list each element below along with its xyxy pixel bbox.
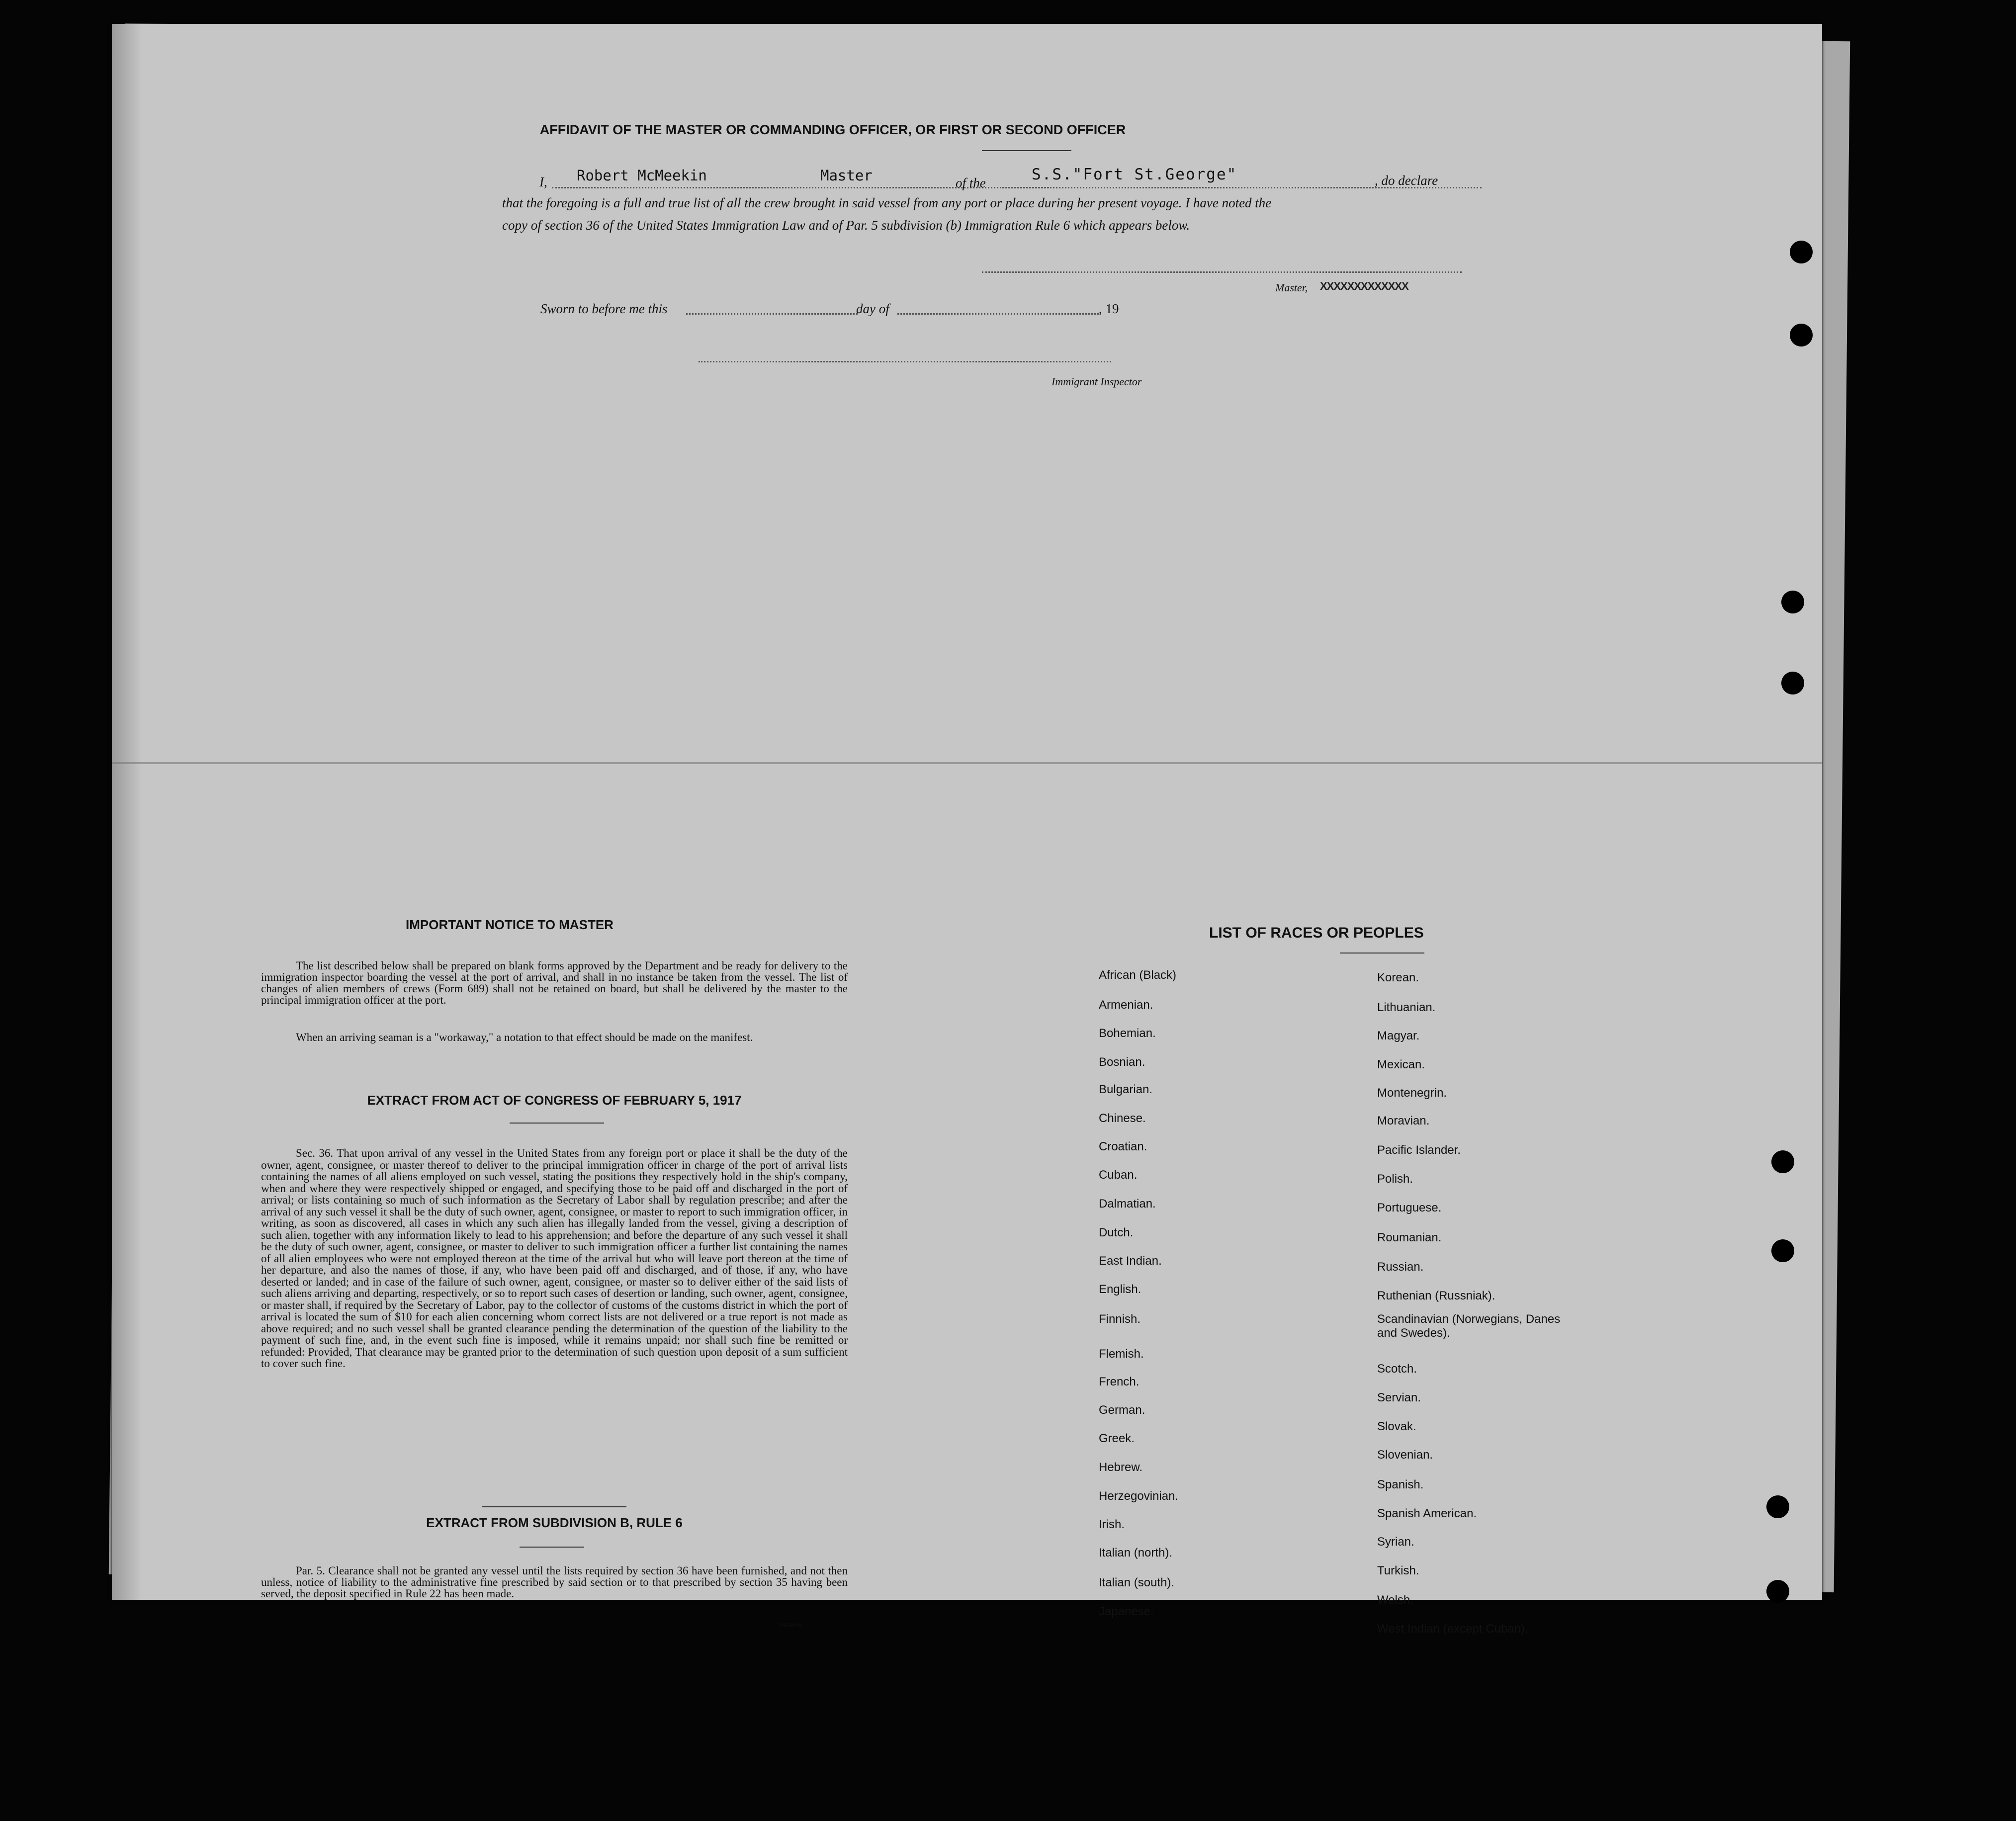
- race-item: Japanese.: [1099, 1605, 1154, 1618]
- sworn-month-line: [897, 313, 1099, 315]
- master-name: Robert McMeekin: [577, 167, 707, 184]
- affidavit-line-2: that the foregoing is a full and true list of all the crew brought in said vessel from any port or place during her present voyage. I have noted the: [502, 195, 1272, 210]
- punch-hole: [1781, 672, 1804, 694]
- master-rank: Master: [820, 167, 873, 184]
- race-item: Bohemian.: [1099, 1027, 1156, 1040]
- punch-hole: [1766, 1495, 1789, 1518]
- race-item: French.: [1099, 1375, 1139, 1388]
- master-label: Master,: [1275, 281, 1308, 294]
- punch-hole: [1771, 1150, 1794, 1173]
- sworn-label: Sworn to before me this: [540, 301, 668, 316]
- race-item: English.: [1099, 1283, 1141, 1296]
- punch-hole: [1771, 1239, 1794, 1262]
- rule-extract-title: EXTRACT FROM SUBDIVISION B, RULE 6: [426, 1515, 683, 1530]
- notice-paragraph-2: When an arriving seaman is a "workaway," a notation to that effect should be made on the manifest.: [296, 1031, 753, 1043]
- affidavit-title: AFFIDAVIT OF THE MASTER OR COMMANDING OFFICER, OR FIRST OR SECOND OFFICER: [539, 122, 1126, 137]
- punch-hole: [1781, 591, 1804, 613]
- race-item: Welsh.: [1377, 1593, 1413, 1607]
- race-item: Slovak.: [1377, 1420, 1416, 1433]
- race-item: Armenian.: [1099, 998, 1153, 1012]
- do-declare-label: , do declare: [1375, 173, 1438, 188]
- manifest-page: [112, 24, 1822, 1636]
- race-item: Ruthenian (Russniak).: [1377, 1289, 1495, 1302]
- affidavit-line-3: copy of section 36 of the United States Immigration Law and of Par. 5 subdivision (b) Immigration Rule 6 which appears below.: [502, 218, 1190, 233]
- race-item: Moravian.: [1377, 1114, 1430, 1127]
- section-36-text: Sec. 36. That upon arrival of any vessel in the United States from any foreign port or place it shall be the duty of the owner, agent, consignee, or master thereof to deliver to the principal immigration officer in charge of the port of arrival lists containing the names of all aliens employed on such vessel, stating the positions they respectively hold in the ship's company, when and where they were respectively shipped or engaged, and specifying those to be paid off and discharged in the port of arrival; or lists containing so much of such information as the Secretary of Labor shall by regulation prescribe; and after the arrival of any such vessel it shall be the duty of such owner, agent, consignee, or master to report to such immigration officer, in writing, as soon as discovered, all cases in which any such alien has illegally landed from the vessel, giving a description of such alien, together with any information likely to lead to his apprehension; and before the departure of any such vessel it shall be the duty of such owner, agent, consignee, or master to deliver to such immigration officer a further list containing the names of all alien employees who were not employed thereon at the time of the arrival but who will leave port thereon at the time of her departure, and also the names of those, if any, who have been paid off and discharged, and of those, if any, who have deserted or landed; and in case of the failure of such owner, agent, consignee, or master so to deliver either of the said lists of such aliens arriving and departing, respectively, or so to report such cases of desertion or landing, such owner, agent, consignee, or master shall, if required by the Secretary of Labor, pay to the collector of customs of the customs district in which the port of arrival is located the sum of $10 for each alien concerning whom correct lists are not delivered or a true report is not made as above required; and no such vessel shall be granted clearance pending the determination of the question of the liability to the payment of such fine, and, in the event such fine is imposed, while it remains unpaid; nor shall such fine be remitted or refunded: Provided, That clearance may be granted prior to the determination of such question upon deposit of a sum sufficient to cover such fine.: [261, 1147, 848, 1370]
- act-extract-title: EXTRACT FROM ACT OF CONGRESS OF FEBRUARY 5, 1917: [367, 1093, 742, 1108]
- punch-hole: [1790, 241, 1813, 263]
- year-label: , 19: [1099, 301, 1119, 316]
- race-item: West Indian (except Cuban).: [1377, 1622, 1528, 1636]
- notice-paragraph-1: The list described below shall be prepared on blank forms approved by the Department and be ready for delivery to the immigration inspector boarding the vessel at the port of arrival, and shall in no instance be taken from the vessel. The list of changes of alien members of crews (Form 689) shall not be retained on board, but shall be delivered by the master to the principal immigration officer at the port.: [261, 959, 848, 1006]
- races-title-underline: [1340, 953, 1424, 954]
- race-item: Scandinavian (Norwegians, Danes and Swedes).: [1377, 1312, 1561, 1340]
- race-item: Roumanian.: [1377, 1231, 1442, 1244]
- race-item: Irish.: [1099, 1518, 1125, 1531]
- race-item: Portuguese.: [1377, 1201, 1442, 1214]
- race-item: Mexican.: [1377, 1058, 1425, 1071]
- notice-title: IMPORTANT NOTICE TO MASTER: [406, 917, 614, 932]
- sworn-day-line: [686, 313, 858, 315]
- races-title: LIST OF RACES OR PEOPLES: [1209, 925, 1424, 941]
- struck-title: XXXXXXXXXXXXX: [1320, 280, 1408, 292]
- inspector-signature-line: [699, 361, 1111, 362]
- affidavit-prefix: I,: [539, 174, 547, 189]
- rule-6-text: Par. 5. Clearance shall not be granted any vessel until the lists required by section 36 have been furnished, and not then unless, notice of liability to the administrative fine prescribed by said section or to that prescribed by section 35 having been served, the deposit specified in Rule 22 has been made.: [261, 1564, 848, 1600]
- race-item: Scotch.: [1377, 1362, 1417, 1376]
- form-number: 14-1846: [778, 1621, 802, 1629]
- act-title-underline: [510, 1123, 604, 1124]
- race-item: Flemish.: [1099, 1347, 1144, 1361]
- ship-name: S.S."Fort St.George": [1032, 166, 1237, 183]
- race-item: Chinese.: [1099, 1112, 1146, 1125]
- inspector-label: Immigrant Inspector: [1052, 375, 1142, 388]
- race-item: Korean.: [1377, 971, 1419, 984]
- race-item: African (Black): [1099, 968, 1177, 982]
- race-item: Greek.: [1099, 1432, 1135, 1445]
- race-item: Russian.: [1377, 1260, 1424, 1274]
- day-of-label: day of: [856, 301, 889, 316]
- race-item: East Indian.: [1099, 1254, 1162, 1268]
- race-item: Croatian.: [1099, 1140, 1147, 1153]
- race-item: Lithuanian.: [1377, 1001, 1436, 1014]
- master-signature-line: [982, 271, 1462, 273]
- race-item: Dutch.: [1099, 1226, 1134, 1239]
- race-item: Hebrew.: [1099, 1461, 1143, 1474]
- race-item: Magyar.: [1377, 1029, 1420, 1042]
- race-item: Finnish.: [1099, 1312, 1141, 1326]
- race-item: Dalmatian.: [1099, 1197, 1156, 1211]
- race-item: Herzegovinian.: [1099, 1489, 1179, 1503]
- race-item: Polish.: [1377, 1172, 1413, 1186]
- race-item: Italian (south).: [1099, 1576, 1175, 1589]
- race-item: Bosnian.: [1099, 1055, 1145, 1069]
- race-item: Spanish.: [1377, 1478, 1424, 1491]
- rule-title-underline: [520, 1547, 584, 1548]
- race-item: Italian (north).: [1099, 1546, 1173, 1560]
- act-end-rule: [482, 1506, 626, 1507]
- race-item: Servian.: [1377, 1391, 1421, 1404]
- punch-hole: [1766, 1580, 1789, 1603]
- race-item: Bulgarian.: [1099, 1083, 1153, 1096]
- race-item: Cuban.: [1099, 1168, 1138, 1182]
- of-the-label: of the: [956, 175, 986, 190]
- race-item: Slovenian.: [1377, 1448, 1433, 1462]
- race-item: Turkish.: [1377, 1564, 1419, 1577]
- race-item: Spanish American.: [1377, 1507, 1477, 1520]
- race-item: Pacific Islander.: [1377, 1143, 1461, 1157]
- punch-hole: [1790, 324, 1813, 347]
- title-underline: [982, 150, 1071, 151]
- race-item: German.: [1099, 1403, 1145, 1417]
- race-item: Syrian.: [1377, 1535, 1414, 1549]
- race-item: Montenegrin.: [1377, 1086, 1447, 1100]
